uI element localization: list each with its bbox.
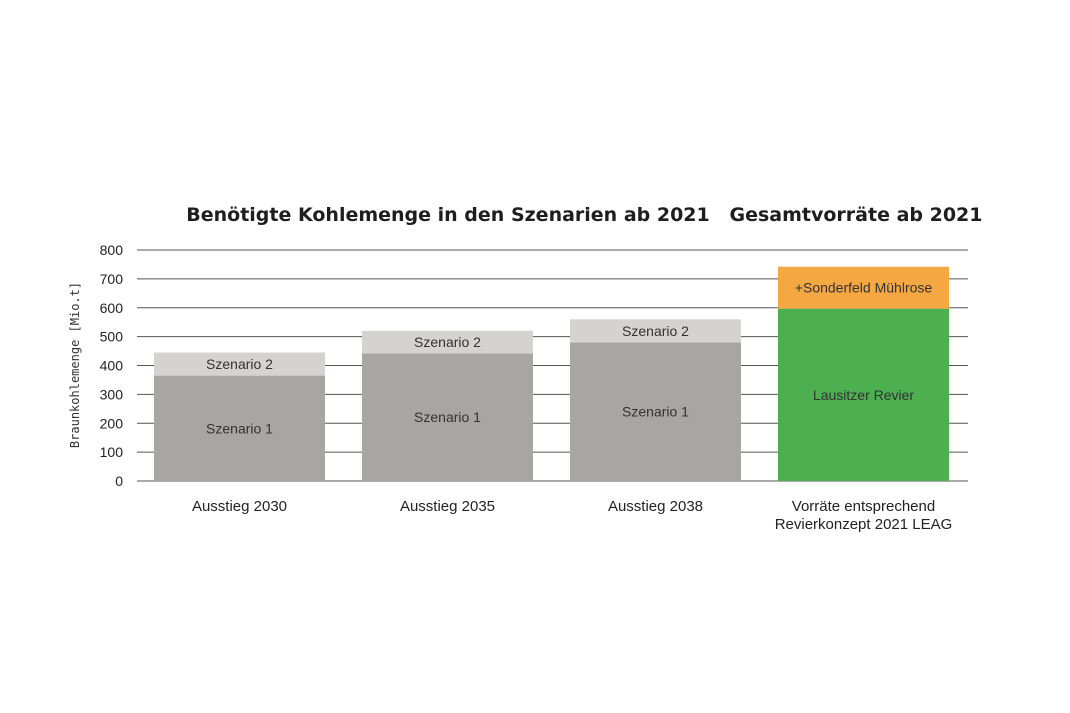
y-tick-label-600: 600 [99,299,123,316]
y-axis-label: Braunkohlemenge [Mio.t] [68,281,82,449]
category-labels [192,498,952,533]
y-tick-labels [100,242,124,489]
bar-3-segment-1-label: Szenario 1 [622,403,689,420]
y-tick-label-700: 700 [99,270,123,287]
y-tick-label-0: 0 [115,473,123,489]
bar-2-segment-1-label: Szenario 1 [414,409,481,426]
y-tick-label-500: 500 [99,328,123,345]
category-label-3-line-1: Ausstieg 2038 [607,498,704,515]
bars [154,267,949,481]
bar-3-segment-2-label: Szenario 2 [622,322,689,339]
y-tick-label-300: 300 [99,386,123,403]
chart-title-reserves: Gesamtvorräte ab 2021 [729,204,983,226]
bar-4-segment-1-label: Lausitzer Revier [812,386,915,403]
category-label-1-line-1: Ausstieg 2030 [191,498,288,515]
bar-2-segment-2-label: Szenario 2 [414,334,481,351]
bar-1-segment-2-label: Szenario 2 [206,356,273,373]
y-tick-label-400: 400 [99,357,123,374]
chart-title-demand: Benötigte Kohlemenge in den Szenarien ab 2021 [186,204,710,226]
y-tick-label-800: 800 [99,242,123,258]
y-tick-label-200: 200 [99,415,123,432]
y-tick-label-100: 100 [99,444,123,461]
category-label-4-line-2: Revierkonzept 2021 LEAG [774,516,953,533]
bar-1-segment-1-label: Szenario 1 [206,420,273,437]
category-label-2-line-1: Ausstieg 2035 [399,498,496,515]
category-label-4-line-1: Vorräte entsprechend [791,498,936,515]
bar-4-segment-2-label: +Sonderfeld Mühlrose [794,279,933,296]
